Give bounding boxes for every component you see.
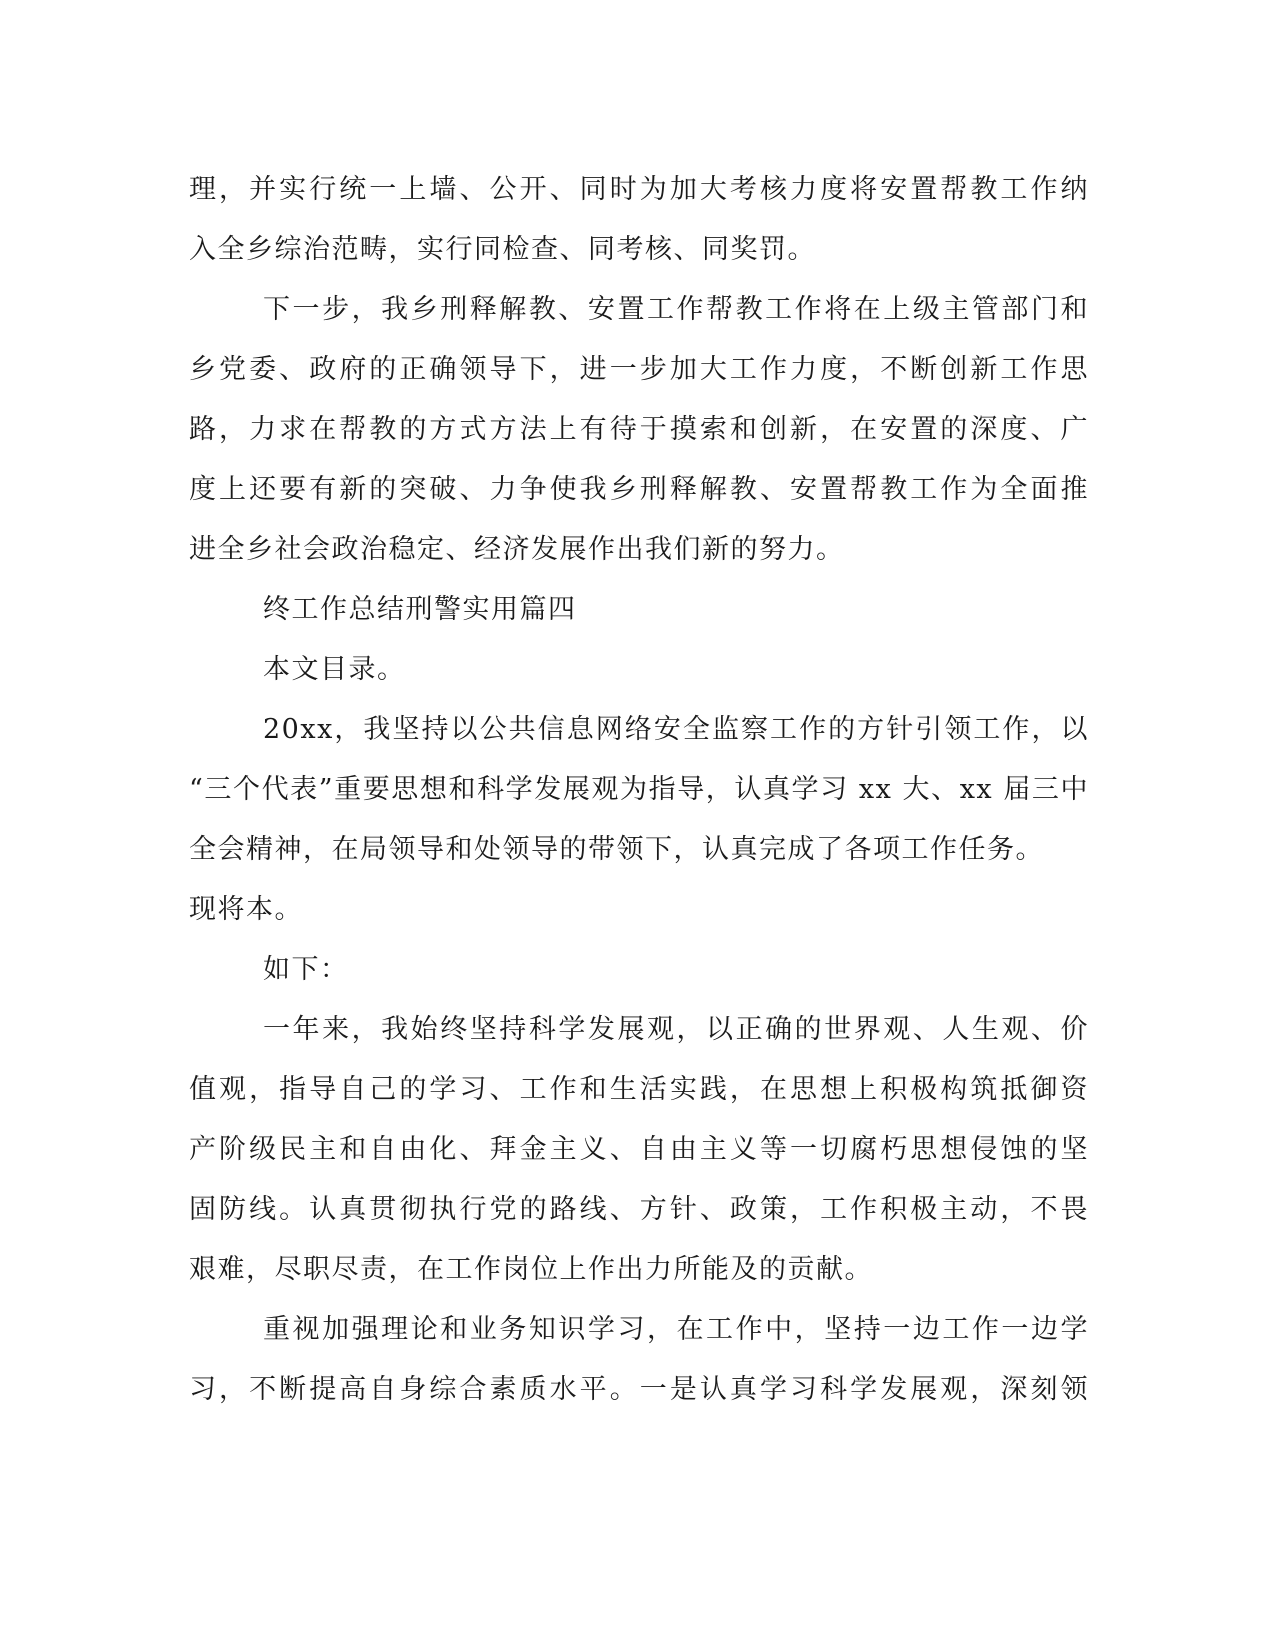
paragraph-line: 进全乡社会政治稳定、经济发展作出我们新的努力。 bbox=[189, 534, 845, 565]
paragraph-line: 乡党委、政府的正确领导下，进一步加大工作力度，不断创新工作思 bbox=[189, 354, 1089, 385]
paragraph-line: 全会精神，在局领导和处领导的带领下，认真完成了各项工作任务。 bbox=[189, 834, 1044, 865]
section-heading: 终工作总结刑警实用篇四 bbox=[263, 594, 577, 625]
paragraph-line: 艰难，尽职尽责，在工作岗位上作出力所能及的贡献。 bbox=[189, 1254, 873, 1285]
paragraph-line: 本文目录。 bbox=[263, 654, 406, 685]
paragraph-line: “三个代表”重要思想和科学发展观为指导，认真学习 xx 大、xx 届三中 bbox=[189, 774, 1089, 805]
paragraph-line: 习，不断提高自身综合素质水平。一是认真学习科学发展观，深刻领 bbox=[189, 1374, 1089, 1405]
paragraph-line: 度上还要有新的突破、力争使我乡刑释解教、安置帮教工作为全面推 bbox=[189, 474, 1089, 505]
paragraph-line: 入全乡综治范畴，实行同检查、同考核、同奖罚。 bbox=[189, 234, 816, 265]
paragraph-line: 如下： bbox=[263, 954, 349, 985]
paragraph-line: 20xx，我坚持以公共信息网络安全监察工作的方针引领工作，以 bbox=[263, 714, 1089, 745]
document-body bbox=[189, 160, 1089, 1420]
paragraph-line: 重视加强理论和业务知识学习，在工作中，坚持一边工作一边学 bbox=[263, 1314, 1089, 1345]
paragraph-line: 路，力求在帮教的方式方法上有待于摸索和创新，在安置的深度、广 bbox=[189, 414, 1089, 445]
paragraph-line: 固防线。认真贯彻执行党的路线、方针、政策，工作积极主动，不畏 bbox=[189, 1194, 1089, 1225]
paragraph-line: 产阶级民主和自由化、拜金主义、自由主义等一切腐朽思想侵蚀的坚 bbox=[189, 1134, 1089, 1165]
paragraph-line: 理，并实行统一上墙、公开、同时为加大考核力度将安置帮教工作纳 bbox=[189, 174, 1089, 205]
paragraph-line: 一年来，我始终坚持科学发展观，以正确的世界观、人生观、价 bbox=[263, 1014, 1089, 1045]
paragraph-line: 下一步，我乡刑释解教、安置工作帮教工作将在上级主管部门和 bbox=[263, 294, 1089, 325]
paragraph-line: 值观，指导自己的学习、工作和生活实践，在思想上积极构筑抵御资 bbox=[189, 1074, 1089, 1105]
paragraph-line: 现将本。 bbox=[189, 894, 303, 925]
